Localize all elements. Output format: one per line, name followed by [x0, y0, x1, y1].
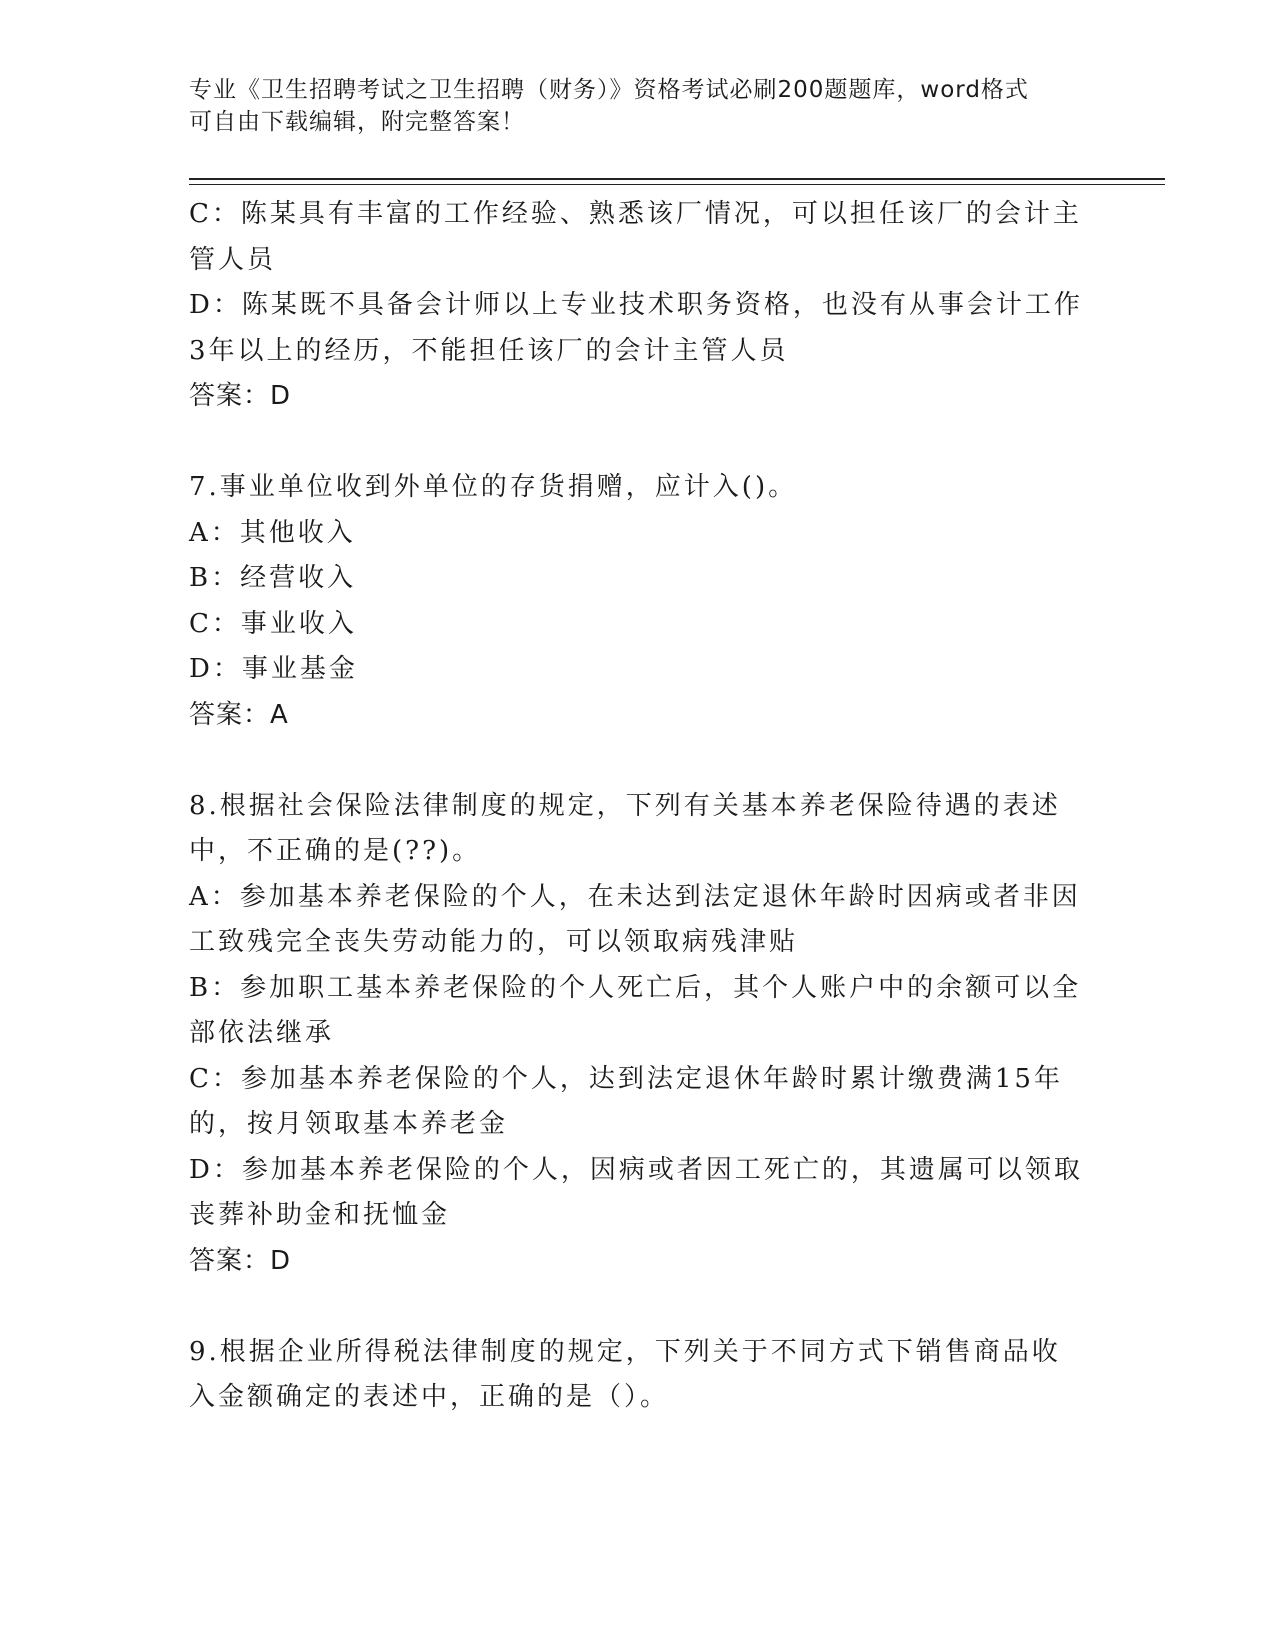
question-text-line-1: 8.根据社会保险法律制度的规定，下列有关基本养老保险待遇的表述 — [189, 790, 1061, 821]
option-d-line-2: 丧葬补助金和抚恤金 — [189, 1200, 451, 1230]
spacer — [189, 420, 1089, 466]
option-d-line-1: D：陈某既不具备会计师以上专业技术职务资格，也没有从事会计工作 — [189, 290, 1083, 320]
option-d-line-1: D：参加基本养老保险的个人，因病或者因工死亡的，其遗属可以领取 — [189, 1154, 1083, 1185]
answer-line: 答案：A — [189, 699, 289, 730]
option-a-line-1: A：参加基本养老保险的个人，在未达到法定退休年龄时因病或者非因 — [189, 881, 1081, 912]
option-b-line-2: 部依法继承 — [189, 1018, 335, 1048]
spacer — [189, 1284, 1089, 1330]
header-rule-thick — [189, 178, 1165, 180]
spacer — [189, 738, 1089, 784]
question-text-line-2: 入金额确定的表述中，正确的是（）。 — [189, 1382, 670, 1412]
question-9 — [189, 1330, 1089, 1421]
answer-line: 答案：D — [189, 381, 292, 411]
header-line-2: 可自由下载编辑，附完整答案！ — [189, 109, 525, 135]
option-a: A：其他收入 — [189, 517, 356, 548]
document-header — [189, 74, 1089, 138]
question-text: 7.事业单位收到外单位的存货捐赠，应计入()。 — [189, 472, 798, 502]
option-c-line-2: 管人员 — [189, 244, 277, 275]
option-b: B：经营收入 — [189, 563, 357, 593]
document-body — [189, 192, 1089, 1421]
question-text-line-1: 9.根据企业所得税法律制度的规定，下列关于不同方式下销售商品收 — [189, 1336, 1061, 1367]
option-d-line-2: 3年以上的经历，不能担任该厂的会计主管人员 — [189, 335, 789, 366]
option-c-line-1: C：陈某具有丰富的工作经验、熟悉该厂情况，可以担任该厂的会计主 — [189, 199, 1082, 229]
question-text-line-2: 中，不正确的是(??)。 — [189, 836, 482, 866]
option-a-line-2: 工致残完全丧失劳动能力的，可以领取病残津贴 — [189, 927, 799, 957]
answer-line: 答案：D — [189, 1245, 292, 1276]
option-c-line-1: C：参加基本养老保险的个人，达到法定退休年龄时累计缴费满15年 — [189, 1063, 1063, 1094]
question-6-tail — [189, 192, 1089, 420]
option-b-line-1: B：参加职工基本养老保险的个人死亡后，其个人账户中的余额可以全 — [189, 972, 1082, 1003]
option-d: D：事业基金 — [189, 654, 358, 684]
question-7 — [189, 465, 1089, 738]
header-rule-thin — [189, 184, 1165, 185]
question-8 — [189, 784, 1089, 1285]
option-c-line-2: 的，按月领取基本养老金 — [189, 1109, 509, 1139]
option-c: C：事业收入 — [189, 608, 357, 639]
header-line-1: 专业《卫生招聘考试之卫生招聘（财务）》资格考试必刷200题题库，word格式 — [189, 77, 1029, 103]
